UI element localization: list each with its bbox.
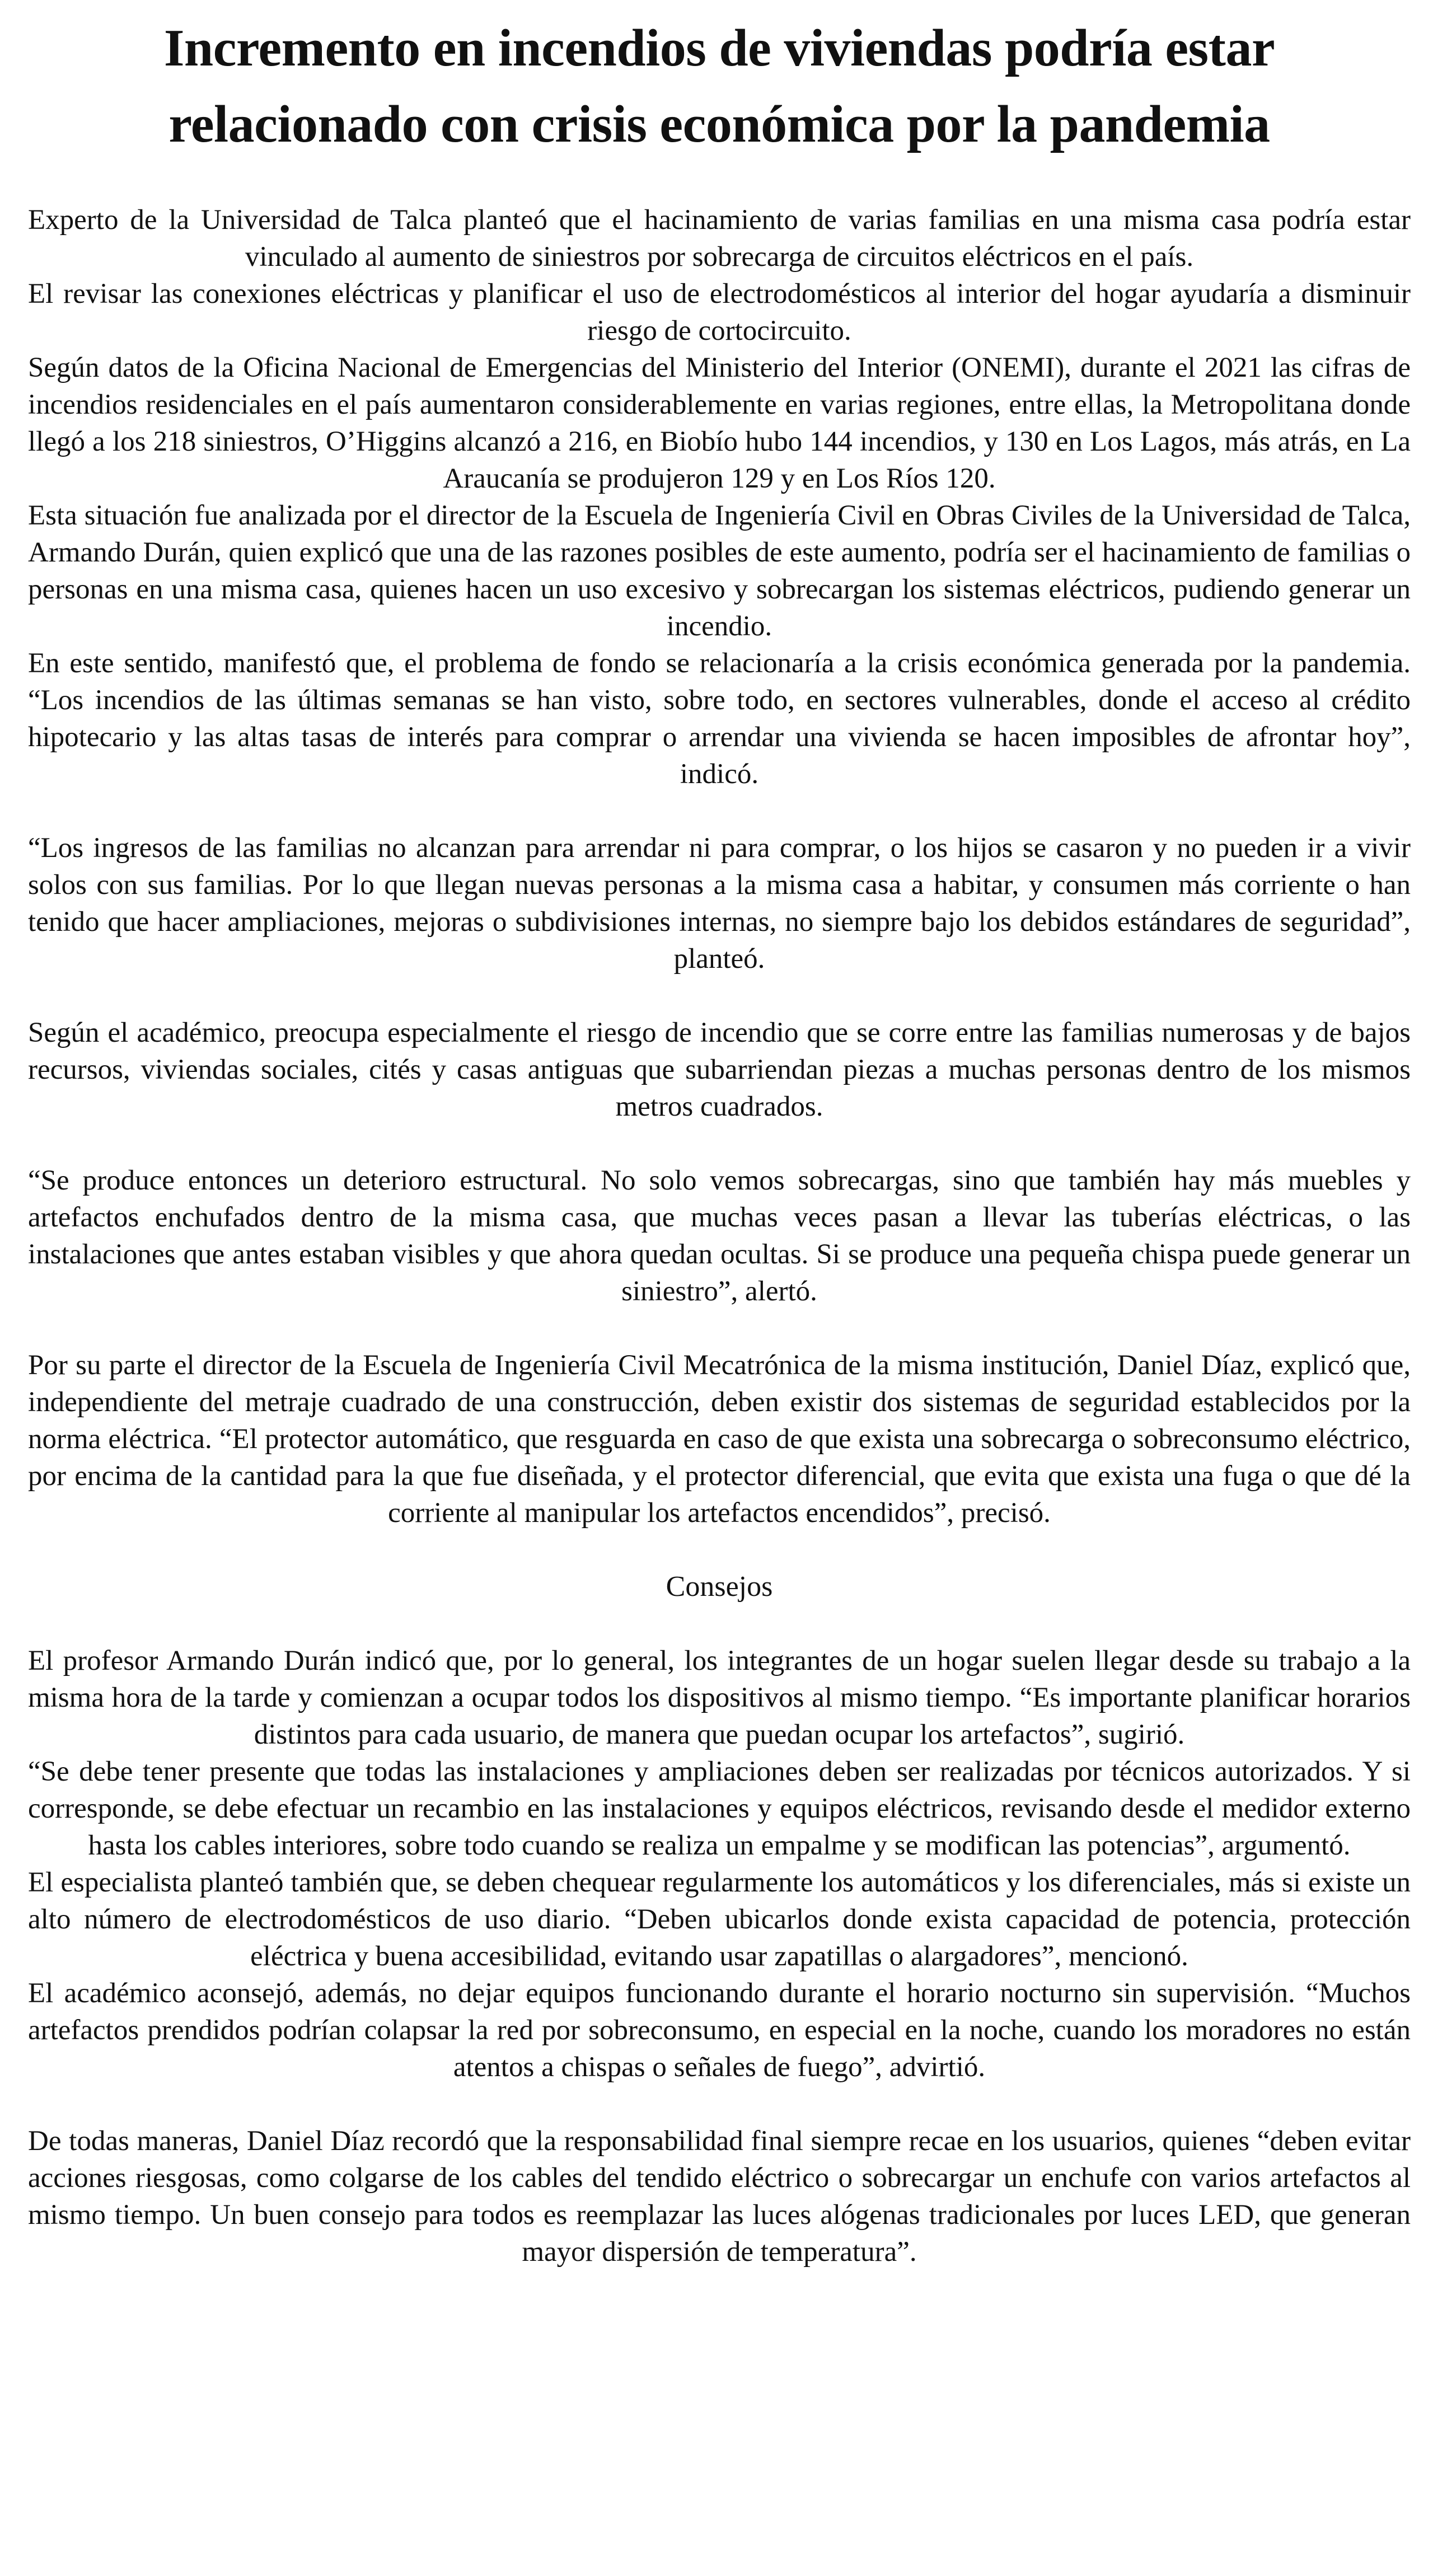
paragraph-7: Según el académico, preocupa especialmente el riesgo de incendio que se corre entre las familias numerosas y de bajos recursos, viviendas sociales, cités y casas antiguas que subarriendan piezas a muchas personas dentro de los mismos metros cuadrados. — [28, 1017, 1411, 1122]
paragraph-9: Por su parte el director de la Escuela de Ingeniería Civil Mecatrónica de la misma institución, Daniel Díaz, explicó que, independiente del metraje cuadrado de una construcción, deben existir dos sistemas de seguridad establecidos por la norma eléctrica. “El protector automático, que resguarda en caso de que exista una sobrecarga o sobreconsumo eléctrico, por encima de la cantidad para la que fue diseñada, y el protector diferencial, que evita que exista una fuga o que dé la corriente al manipular los artefactos encendidos”, precisó. — [28, 1350, 1411, 1529]
paragraph-4: Esta situación fue analizada por el director de la Escuela de Ingeniería Civil en Obras Civiles de la Universidad de Talca, Armando Durán, quien explicó que una de las razones posibles de este aumento, podría ser el hacinamiento de familias o personas en una misma casa, quienes hacen un uso excesivo y sobrecargan los sistemas eléctricos, pudiendo generar un incendio. — [28, 500, 1411, 642]
paragraph-13: El académico aconsejó, además, no dejar equipos funcionando durante el horario nocturno sin supervisión. “Muchos artefactos prendidos podrían colapsar la red por sobreconsumo, en especial en la noche, cuando los moradores no están atentos a chispas o señales de fuego”, advirtió. — [28, 1978, 1411, 2083]
paragraph-6: “Los ingresos de las familias no alcanzan para arrendar ni para comprar, o los hijos se casaron y no pueden ir a vivir solos con sus familias. Por lo que llegan nuevas personas a la misma casa a habitar, y consumen más corriente o han tenido que hacer ampliaciones, mejoras o subdivisiones internas, no siempre bajo los debidos estándares de seguridad”, planteó. — [28, 832, 1411, 975]
paragraph-5: En este sentido, manifestó que, el problema de fondo se relacionaría a la crisis económica generada por la pandemia. “Los incendios de las últimas semanas se han visto, sobre todo, en sectores vulnerables, donde el acceso al crédito hipotecario y las altas tasas de interés para comprar o arrendar una vivienda se hacen imposibles de afrontar hoy”, indicó. — [28, 648, 1411, 790]
paragraph-3: Según datos de la Oficina Nacional de Emergencias del Ministerio del Interior (ONEMI), durante el 2021 las cifras de incendios residenciales en el país aumentaron considerablemente en varias regiones, entre ellas, la Metropolitana donde llegó a los 218 siniestros, O’Higgins alcanzó a 216, en Biobío hubo 144 incendios, y 130 en Los Lagos, más atrás, en La Araucanía se produjeron 129 y en Los Ríos 120. — [28, 352, 1411, 494]
paragraph-1: Experto de la Universidad de Talca planteó que el hacinamiento de varias familias en una misma casa podría estar vinculado al aumento de siniestros por sobrecarga de circuitos eléctricos en el país. — [28, 204, 1411, 273]
article-page — [28, 10, 1411, 2270]
article-body — [28, 202, 1411, 2270]
paragraph-14: De todas maneras, Daniel Díaz recordó que la responsabilidad final siempre recae en los usuarios, quienes “deben evitar acciones riesgosas, como colgarse de los cables del tendido eléctrico o sobrecargar un enchufe con varios artefactos al mismo tiempo. Un buen consejo para todos es reemplazar las luces alógenas tradicionales por luces LED, que generan mayor dispersión de temperatura”. — [28, 2125, 1411, 2268]
paragraph-2: El revisar las conexiones eléctricas y planificar el uso de electrodomésticos al interior del hogar ayudaría a disminuir riesgo de cortocircuito. — [28, 278, 1411, 346]
paragraph-11: “Se debe tener presente que todas las instalaciones y ampliaciones deben ser realizadas por técnicos autorizados. Y si corresponde, se debe efectuar un recambio en las instalaciones y equipos eléctricos, revisando desde el medidor externo hasta los cables interiores, sobre todo cuando se realiza un empalme y se modifican las potencias”, argumentó. — [28, 1756, 1411, 1861]
article-headline: Incremento en incendios de viviendas podría estar relacionado con crisis económica por la pandemia — [163, 19, 1275, 153]
section-heading-consejos: Consejos — [666, 1571, 773, 1603]
paragraph-10: El profesor Armando Durán indicó que, por lo general, los integrantes de un hogar suelen llegar desde su trabajo a la misma hora de la tarde y comienzan a ocupar todos los dispositivos al mismo tiempo. “Es importante planificar horarios distintos para cada usuario, de manera que puedan ocupar los artefactos”, sugirió. — [28, 1645, 1411, 1750]
paragraph-8: “Se produce entonces un deterioro estructural. No solo vemos sobrecargas, sino que también hay más muebles y artefactos enchufados dentro de la misma casa, que muchas veces pasan a llevar las tuberías eléctricas, o las instalaciones que antes estaban visibles y que ahora quedan ocultas. Si se produce una pequeña chispa puede generar un siniestro”, alertó. — [28, 1165, 1411, 1307]
paragraph-12: El especialista planteó también que, se deben chequear regularmente los automáticos y los diferenciales, más si existe un alto número de electrodomésticos de uso diario. “Deben ubicarlos donde exista capacidad de potencia, protección eléctrica y buena accesibilidad, evitando usar zapatillas o alargadores”, mencionó. — [28, 1867, 1411, 1972]
